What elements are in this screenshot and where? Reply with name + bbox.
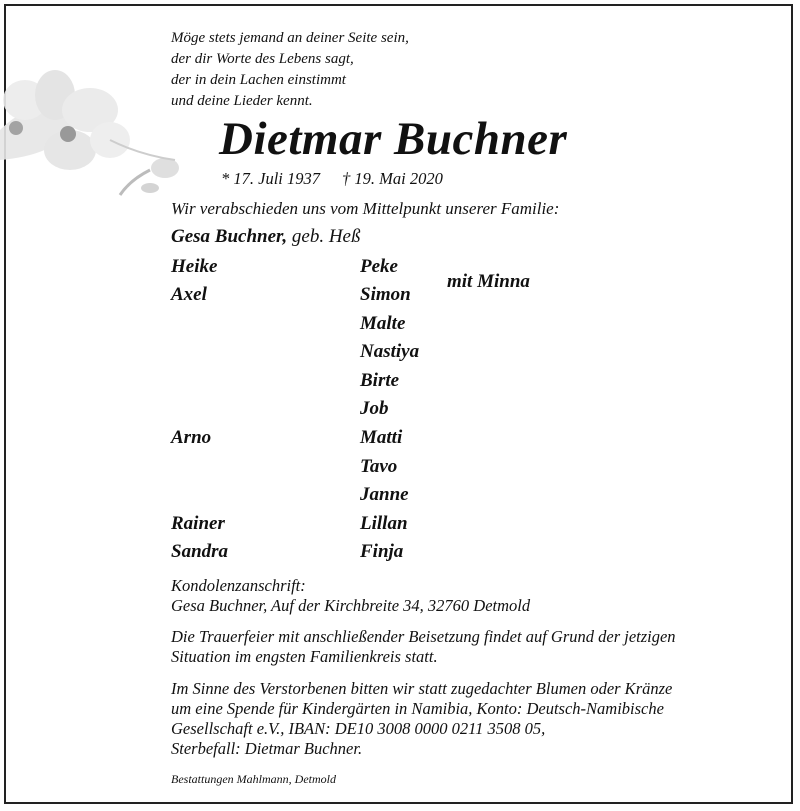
grandchild-name: Janne bbox=[360, 484, 409, 505]
donation-line: Gesellschaft e.V., IBAN: DE10 3008 0000 0211 3508 05, bbox=[171, 719, 546, 738]
poem-line: der in dein Lachen einstimmt bbox=[171, 72, 346, 88]
spouse bbox=[171, 226, 360, 248]
child-name: Heike bbox=[171, 256, 218, 277]
grandchild-name: Finja bbox=[360, 541, 404, 562]
condolence-line: Kondolenzanschrift: bbox=[171, 576, 306, 595]
spouse-maiden-name: geb. Heß bbox=[291, 226, 361, 247]
grandchild-name: Matti bbox=[360, 427, 403, 448]
birth-date: * 17. Juli 1937 bbox=[221, 169, 320, 188]
grandchild-name: Nastiya bbox=[360, 341, 420, 362]
grandchild-name: Tavo bbox=[360, 456, 398, 477]
grandchild-name: Job bbox=[360, 398, 389, 419]
deceased-name: Dietmar Buchner bbox=[219, 113, 568, 165]
ceremony-notice bbox=[171, 627, 676, 667]
ceremony-line: Situation im engsten Familienkreis statt. bbox=[171, 647, 438, 666]
donation-line: Im Sinne des Verstorbenen bitten wir statt zugedachter Blumen oder Kränze bbox=[171, 679, 673, 698]
child-name: Rainer bbox=[171, 513, 225, 534]
poem bbox=[171, 28, 409, 112]
poem-line: der dir Worte des Lebens sagt, bbox=[171, 51, 354, 67]
great-grandchild: mit Minna bbox=[447, 271, 530, 292]
child-name: Arno bbox=[171, 427, 212, 448]
child-name: Axel bbox=[171, 284, 207, 305]
poem-line: Möge stets jemand an deiner Seite sein, bbox=[171, 30, 409, 46]
spouse-name: Gesa Buchner, bbox=[171, 226, 288, 247]
donation-notice bbox=[171, 679, 672, 759]
condolence-line: Gesa Buchner, Auf der Kirchbreite 34, 32760 Detmold bbox=[171, 596, 531, 615]
grandchild-name: Birte bbox=[360, 370, 400, 391]
ceremony-line: Die Trauerfeier mit anschließender Beisetzung findet auf Grund der jetzigen bbox=[171, 627, 676, 646]
death-date: † 19. Mai 2020 bbox=[342, 169, 443, 188]
life-dates bbox=[221, 169, 443, 189]
condolence-address bbox=[171, 576, 530, 616]
donation-line: um eine Spende für Kindergärten in Namibia, Konto: Deutsch-Namibische bbox=[171, 699, 664, 718]
donation-line: Sterbefall: Dietmar Buchner. bbox=[171, 739, 363, 758]
grandchild-name: Malte bbox=[360, 313, 406, 334]
family-intro: Wir verabschieden uns vom Mittelpunkt unserer Familie: bbox=[171, 199, 560, 218]
child-name: Sandra bbox=[171, 541, 229, 562]
grandchild-name: Lillan bbox=[360, 513, 408, 534]
poem-line: und deine Lieder kennt. bbox=[171, 93, 313, 109]
grandchild-name: Simon bbox=[360, 284, 411, 305]
grandchild-name: Peke bbox=[360, 256, 398, 277]
funeral-home: Bestattungen Mahlmann, Detmold bbox=[171, 772, 336, 786]
